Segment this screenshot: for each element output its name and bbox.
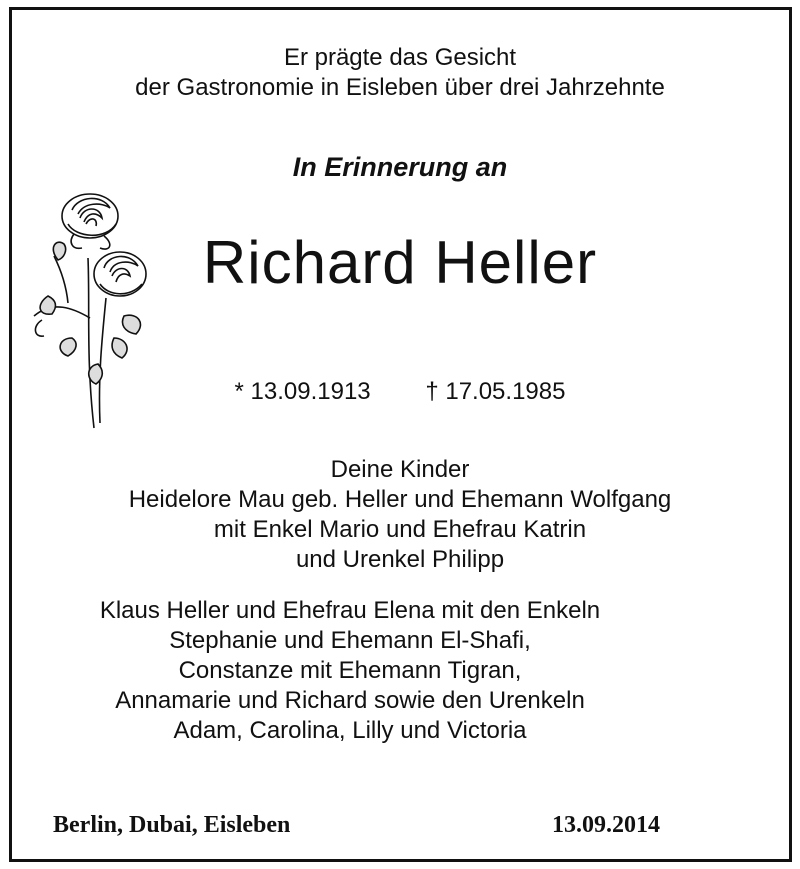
death-date: † 17.05.1985 — [425, 378, 566, 405]
family-line: Annamarie und Richard sowie den Urenkeln — [115, 687, 585, 714]
family-line: Klaus Heller und Ehefrau Elena mit den Enkeln — [99, 597, 601, 624]
family-line: und Urenkel Philipp — [295, 546, 505, 573]
family-line: Stephanie und Ehemann El-Shafi, — [169, 627, 531, 654]
deceased-name: Richard Heller — [202, 229, 598, 296]
footer-date: 13.09.2014 — [552, 812, 660, 838]
footer-places: Berlin, Dubai, Eisleben — [53, 812, 291, 838]
intro-text — [0, 43, 800, 103]
family-line: mit Enkel Mario und Ehefrau Katrin — [213, 516, 587, 543]
birth-date: * 13.09.1913 — [234, 378, 371, 405]
family-line: Deine Kinder — [330, 456, 470, 483]
family-line: Adam, Carolina, Lilly und Victoria — [173, 717, 527, 744]
family-line: Constanze mit Ehemann Tigran, — [178, 657, 522, 684]
intro-line-2: der Gastronomie in Eisleben über drei Jahrzehnte — [135, 74, 665, 101]
memory-heading: In Erinnerung an — [292, 152, 508, 182]
intro-line-1: Er prägte das Gesicht — [283, 44, 517, 71]
family-block-1 — [0, 455, 800, 575]
family-block-2 — [0, 596, 700, 746]
family-line: Heidelore Mau geb. Heller und Ehemann Wolfgang — [128, 486, 672, 513]
life-dates — [0, 378, 800, 406]
